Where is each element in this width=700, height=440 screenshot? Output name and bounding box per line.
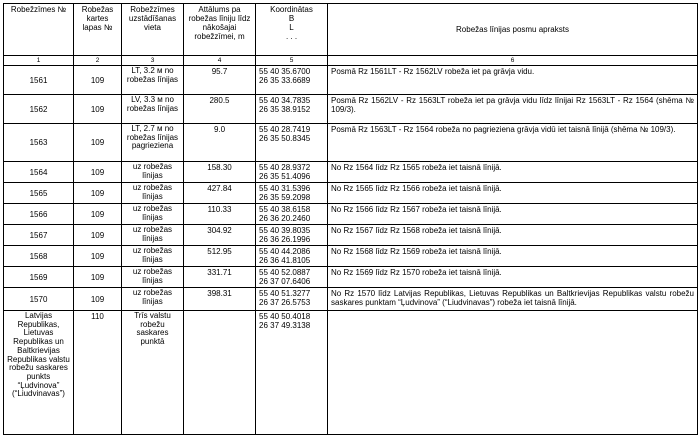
coord-l: 26 36 41.8105: [259, 256, 311, 265]
coordinates: [256, 225, 328, 246]
install-place: uz robežas līnijas: [122, 267, 184, 288]
table-row: [4, 267, 698, 288]
install-place: LT, 3.2 м no robežas līnijas: [122, 66, 184, 95]
marker-number: 1562: [4, 95, 74, 124]
map-sheet: 109: [74, 183, 122, 204]
map-sheet: 109: [74, 246, 122, 267]
coordinates: [256, 267, 328, 288]
map-sheet: 109: [74, 66, 122, 95]
coord-b: 55 40 34.7835: [259, 96, 311, 105]
map-sheet: 109: [74, 95, 122, 124]
column-number: 6: [328, 56, 698, 66]
segment-description: No Rz 1566 līdz Rz 1567 robeža iet taisnā līnijā.: [328, 204, 698, 225]
header-marker-number: Robežzīmes №: [4, 4, 74, 56]
coord-l: 26 36 20.2460: [259, 214, 311, 223]
marker-number: 1564: [4, 162, 74, 183]
coord-b: 55 40 44.2086: [259, 247, 311, 256]
marker-number: 1568: [4, 246, 74, 267]
install-place: uz robežas līnijas: [122, 225, 184, 246]
table-row: [4, 246, 698, 267]
segment-description: No Rz 1564 līdz Rz 1565 robeža iet taisnā līnijā.: [328, 162, 698, 183]
coord-b: 55 40 31.5396: [259, 184, 311, 193]
header-coordinates-title: Koordinātas: [270, 5, 313, 14]
border-markers-table: [3, 3, 698, 435]
table-row: [4, 183, 698, 204]
install-place: uz robežas līnijas: [122, 183, 184, 204]
map-sheet: 109: [74, 267, 122, 288]
coord-l: 26 35 33.6689: [259, 76, 311, 85]
table-row: [4, 204, 698, 225]
coord-l: 26 36 26.1996: [259, 235, 311, 244]
segment-description: [328, 311, 698, 435]
coord-b: 55 40 51.3277: [259, 289, 311, 298]
coord-l: 26 35 51.4096: [259, 172, 311, 181]
header-coordinates-l: L: [289, 23, 294, 32]
marker-number: 1567: [4, 225, 74, 246]
column-number: 4: [184, 56, 256, 66]
segment-description: No Rz 1569 līdz Rz 1570 robeža iet taisnā līnijā.: [328, 267, 698, 288]
distance: 512.95: [184, 246, 256, 267]
segment-description: Posmā Rz 1563LT - Rz 1564 robeža no pagrieziena grāvja vidū iet taisnā līnijā (shēma № 109/3).: [328, 124, 698, 162]
distance: 110.33: [184, 204, 256, 225]
coord-b: 55 40 28.7419: [259, 125, 311, 134]
coord-b: 55 40 28.9372: [259, 163, 311, 172]
coord-l: 26 37 49.3138: [259, 321, 311, 330]
distance: 427.84: [184, 183, 256, 204]
coordinates: [256, 162, 328, 183]
table-row: [4, 66, 698, 95]
coordinates: [256, 183, 328, 204]
table-row: [4, 288, 698, 311]
map-sheet: 109: [74, 288, 122, 311]
header-coordinates-b: B: [288, 14, 295, 23]
table-row: [4, 311, 698, 435]
distance: 280.5: [184, 95, 256, 124]
distance: 158.30: [184, 162, 256, 183]
coord-b: 55 40 35.6700: [259, 67, 311, 76]
marker-number: 1570: [4, 288, 74, 311]
marker-number: 1566: [4, 204, 74, 225]
map-sheet: 109: [74, 162, 122, 183]
table-row: [4, 124, 698, 162]
install-place: uz robežas līnijas: [122, 288, 184, 311]
coord-b: 55 40 38.6158: [259, 205, 311, 214]
header-map-sheet: Robežas kartes lapas №: [74, 4, 122, 56]
marker-number: 1563: [4, 124, 74, 162]
coordinates: [256, 124, 328, 162]
segment-description: No Rz 1567 līdz Rz 1568 robeža iet taisnā līnijā.: [328, 225, 698, 246]
distance: [184, 311, 256, 435]
coord-l: 26 35 50.8345: [259, 134, 311, 143]
coord-l: 26 37 07.6406: [259, 277, 311, 286]
segment-description: No Rz 1565 līdz Rz 1566 robeža iet taisnā līnijā.: [328, 183, 698, 204]
column-number: 2: [74, 56, 122, 66]
map-sheet: 109: [74, 124, 122, 162]
table-row: [4, 95, 698, 124]
column-number: 5: [256, 56, 328, 66]
distance: 95.7: [184, 66, 256, 95]
marker-number: 1569: [4, 267, 74, 288]
map-sheet: 109: [74, 225, 122, 246]
coordinates: [256, 66, 328, 95]
marker-number: 1561: [4, 66, 74, 95]
header-distance: Attālums pa robežas līniju līdz nākošajai robežzīmei, m: [184, 4, 256, 56]
coord-b: 55 40 50.4018: [259, 312, 311, 321]
coord-l: 26 37 26.5753: [259, 298, 311, 307]
coordinates: [256, 246, 328, 267]
coordinates: [256, 288, 328, 311]
distance: 304.92: [184, 225, 256, 246]
column-number-row: [4, 56, 698, 66]
coordinates: [256, 95, 328, 124]
segment-description: Posmā Rz 1561LT - Rz 1562LV robeža iet pa grāvja vidu.: [328, 66, 698, 95]
header-coordinates: [256, 4, 328, 56]
column-number: 3: [122, 56, 184, 66]
distance: 398.31: [184, 288, 256, 311]
map-sheet: 110: [74, 311, 122, 435]
install-place: LT, 2.7 м no robežas līnijas pagrieziena: [122, 124, 184, 162]
install-place: uz robežas līnijas: [122, 246, 184, 267]
install-place: Trīs valstu robežu saskares punktā: [122, 311, 184, 435]
segment-description: No Rz 1570 līdz Latvijas Republikas, Lietuvas Republikas un Baltkrievijas Republikas valstu robežu saskares punktam “Ļudvinova” (“Liudvinavas”) robeža iet taisnā līnijā.: [328, 288, 698, 311]
column-number: 1: [4, 56, 74, 66]
marker-number: Latvijas Republikas, Lietuvas Republikas un Baltkrievijas Republikas valstu robežu saskares punkts “Ļudvinova” (“Liudvinavas”): [4, 311, 74, 435]
install-place: LV, 3.3 м no robežas līnijas: [122, 95, 184, 124]
table-row: [4, 225, 698, 246]
coord-b: 55 40 52.0887: [259, 268, 311, 277]
header-install-place: Robežzīmes uzstādīšanas vieta: [122, 4, 184, 56]
header-coordinates-dots: . . .: [285, 32, 298, 41]
marker-number: 1565: [4, 183, 74, 204]
coord-b: 55 40 39.8035: [259, 226, 311, 235]
install-place: uz robežas līnijas: [122, 162, 184, 183]
segment-description: No Rz 1568 līdz Rz 1569 robeža iet taisnā līnijā.: [328, 246, 698, 267]
header-row: [4, 4, 698, 56]
coord-l: 26 35 59.2098: [259, 193, 311, 202]
map-sheet: 109: [74, 204, 122, 225]
header-description: Robežas līnijas posmu apraksts: [328, 4, 698, 56]
coord-l: 26 35 38.9152: [259, 105, 311, 114]
coordinates: [256, 311, 328, 435]
distance: 331.71: [184, 267, 256, 288]
install-place: uz robežas līnijas: [122, 204, 184, 225]
distance: 9.0: [184, 124, 256, 162]
segment-description: Posmā Rz 1562LV - Rz 1563LT robeža iet pa grāvja vidu līdz līnijai Rz 1563LT - Rz 1564 (shēma № 109/3).: [328, 95, 698, 124]
coordinates: [256, 204, 328, 225]
table-row: [4, 162, 698, 183]
